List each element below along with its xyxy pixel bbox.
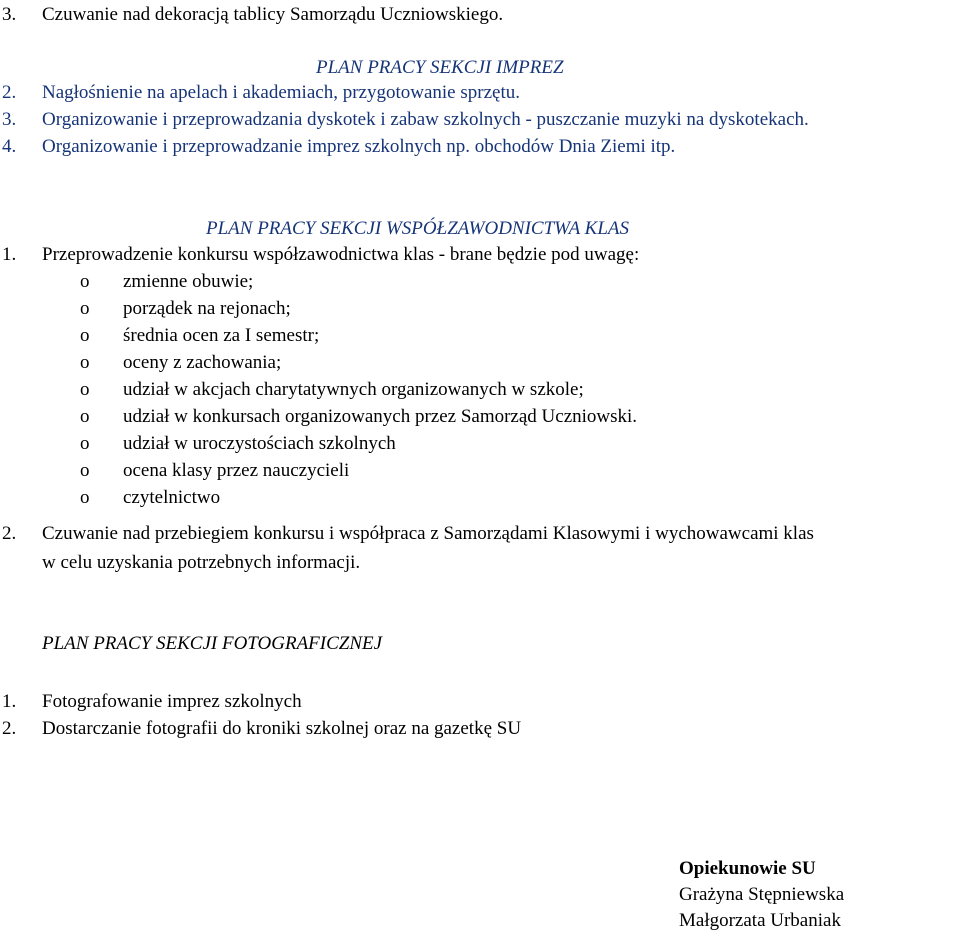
- section-heading-wspolzawodnictwo: PLAN PRACY SEKCJI WSPÓŁZAWODNICTWA KLAS: [206, 218, 630, 239]
- signature-name: Małgorzata Urbaniak: [679, 910, 841, 931]
- bullet-text: udział w uroczystościach szkolnych: [123, 433, 396, 454]
- item-text: Przeprowadzenie konkursu współzawodnictwa klas - brane będzie pod uwagę:: [42, 244, 640, 265]
- bullet-text: czytelnictwo: [123, 487, 221, 508]
- bullet-text: zmienne obuwie;: [123, 271, 254, 292]
- item-text: Czuwanie nad przebiegiem konkursu i współpraca z Samorządami Klasowymi i wychowawcami klas: [42, 523, 814, 544]
- bullet-marker: o: [80, 460, 90, 481]
- bullet-marker: o: [80, 352, 90, 373]
- section-heading-imprez: PLAN PRACY SEKCJI IMPREZ: [316, 57, 564, 78]
- bullet-marker: o: [80, 271, 90, 292]
- bullet-text: ocena klasy przez nauczycieli: [123, 460, 350, 481]
- bullet-marker: o: [80, 325, 90, 346]
- item-text: Dostarczanie fotografii do kroniki szkolnej oraz na gazetkę SU: [42, 718, 522, 739]
- bullet-text: udział w konkursach organizowanych przez Samorząd Uczniowski.: [123, 406, 638, 427]
- bullet-marker: o: [80, 406, 90, 427]
- item-number: 2.: [2, 523, 17, 544]
- item-number: 4.: [2, 136, 17, 157]
- bullet-text: udział w akcjach charytatywnych organizowanych w szkole;: [123, 379, 584, 400]
- bullet-text: porządek na rejonach;: [123, 298, 291, 319]
- bullet-text: średnia ocen za I semestr;: [123, 325, 320, 346]
- signature-title: Opiekunowie SU: [679, 858, 816, 879]
- item-number: 1.: [2, 691, 17, 712]
- signature-name: Grażyna Stępniewska: [679, 884, 845, 905]
- list-item-continuation: w celu uzyskania potrzebnych informacji.: [42, 552, 361, 573]
- item-text: Czuwanie nad dekoracją tablicy Samorządu Uczniowskiego.: [42, 4, 504, 25]
- bullet-marker: o: [80, 298, 90, 319]
- item-number: 3.: [2, 109, 17, 130]
- item-text: Fotografowanie imprez szkolnych: [42, 691, 302, 712]
- bullet-marker: o: [80, 433, 90, 454]
- bullet-marker: o: [80, 379, 90, 400]
- item-text: Organizowanie i przeprowadzanie imprez szkolnych np. obchodów Dnia Ziemi itp.: [42, 136, 676, 157]
- section-heading-fotograficzna: PLAN PRACY SEKCJI FOTOGRAFICZNEJ: [42, 633, 383, 654]
- item-number: 2.: [2, 82, 17, 103]
- item-text: Organizowanie i przeprowadzania dyskotek i zabaw szkolnych - puszczanie muzyki na dyskotekach.: [42, 109, 809, 130]
- item-number: 1.: [2, 244, 17, 265]
- item-number: 3.: [2, 4, 17, 25]
- bullet-marker: o: [80, 487, 90, 508]
- bullet-text: oceny z zachowania;: [123, 352, 282, 373]
- item-number: 2.: [2, 718, 17, 739]
- item-text: Nagłośnienie na apelach i akademiach, przygotowanie sprzętu.: [42, 82, 520, 103]
